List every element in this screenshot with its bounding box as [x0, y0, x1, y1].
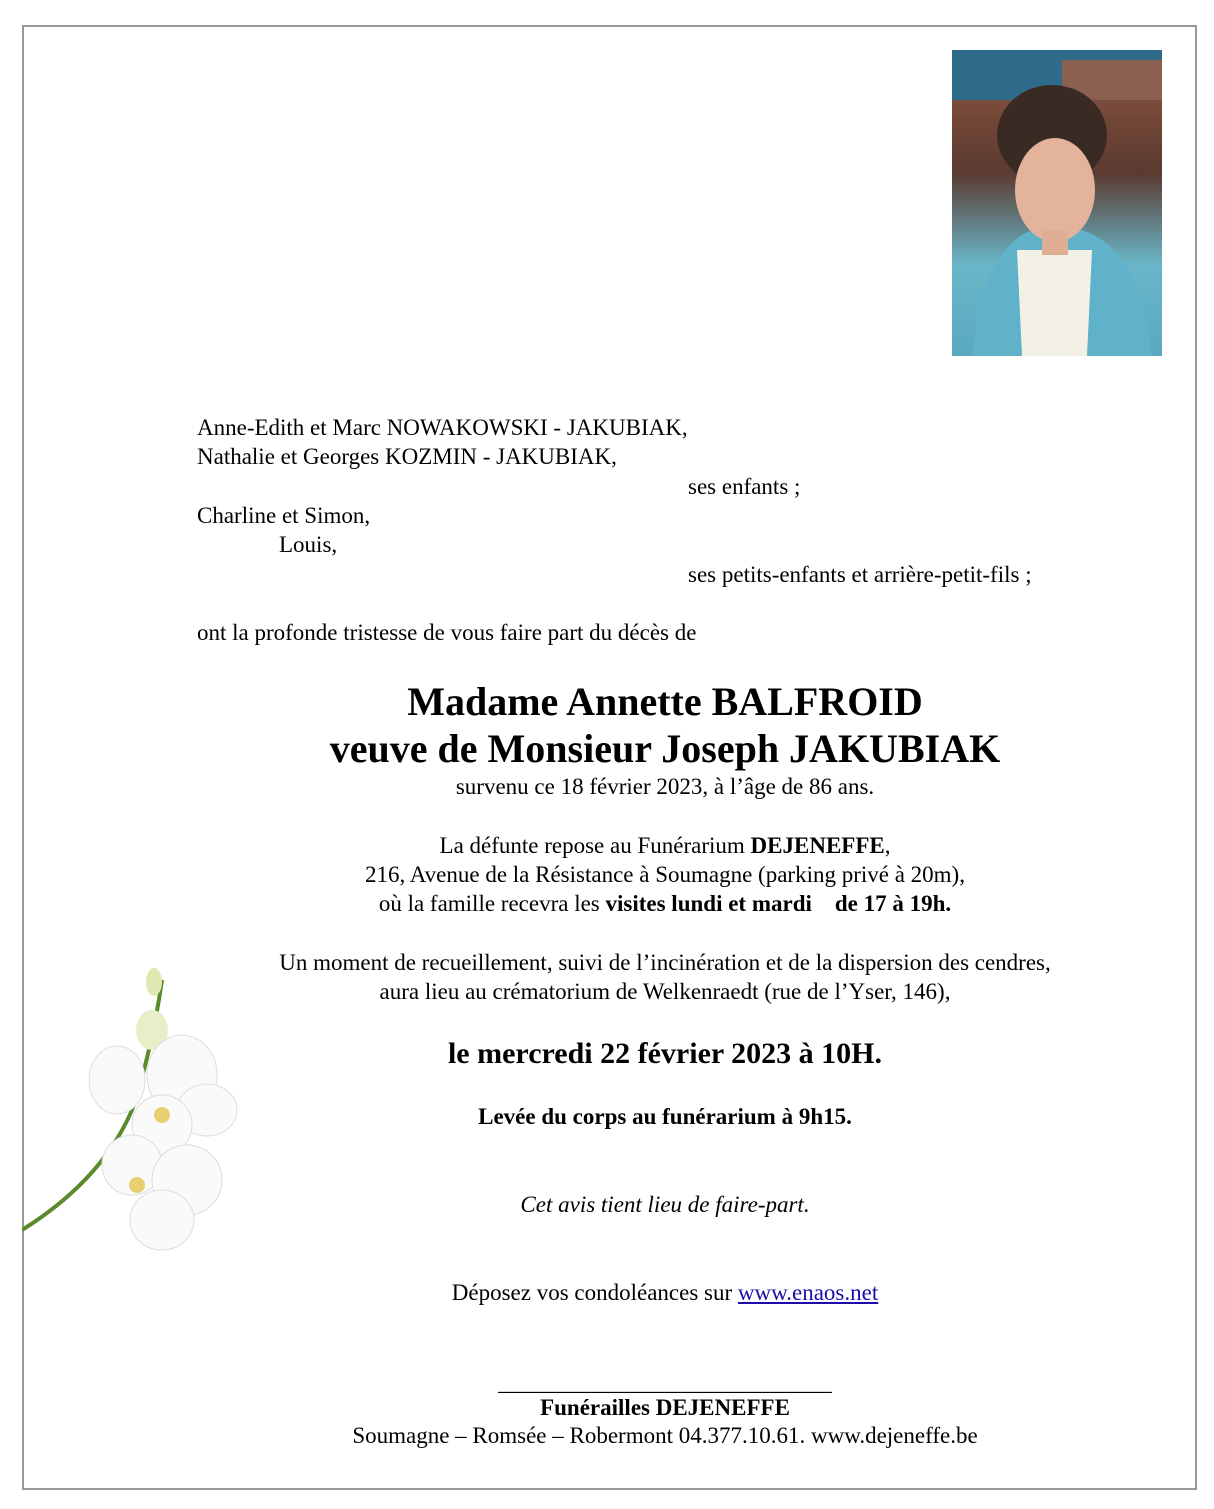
- grandchildren-role: ses petits-enfants et arrière-petit-fils ;: [688, 562, 1032, 587]
- grandchildren-line-2: Louis,: [279, 532, 338, 557]
- rest-line-1: [0, 831, 1214, 860]
- funerarium-name: DEJENEFFE: [750, 833, 885, 858]
- ceremony-line-1: Un moment de recueillement, suivi de l’incinération et de la dispersion des cendres,: [279, 950, 1051, 975]
- visits-text: où la famille recevra les: [378, 891, 606, 916]
- child-line-1: Anne-Edith et Marc NOWAKOWSKI - JAKUBIAK,: [197, 415, 688, 440]
- death-info: survenu ce 18 février 2023, à l’âge de 86 ans.: [455, 774, 875, 799]
- intro-text: ont la profonde tristesse de vous faire part du décès de: [197, 620, 697, 645]
- portrait-photo: [952, 50, 1162, 356]
- footer-company: Funérailles DEJENEFFE: [540, 1395, 790, 1420]
- condolences-line: [0, 1278, 1214, 1307]
- deceased-name: Madame Annette BALFROID: [407, 679, 923, 724]
- child-line-2: Nathalie et Georges KOZMIN - JAKUBIAK,: [197, 444, 617, 469]
- footer-contact: Soumagne – Romsée – Robermont 04.377.10.61. www.dejeneffe.be: [352, 1423, 978, 1448]
- footer-rule: _____________________________: [498, 1370, 832, 1395]
- ceremony-date: le mercredi 22 février 2023 à 10H.: [447, 1037, 883, 1070]
- visits-hours: visites lundi et mardi de 17 à 19h.: [605, 891, 952, 916]
- levee-du-corps: Levée du corps au funérarium à 9h15.: [478, 1104, 852, 1129]
- rest-line-3: [0, 889, 1214, 918]
- ceremony-line-2: aura lieu au crématorium de Welkenraedt (rue de l’Yser, 146),: [379, 979, 951, 1004]
- deceased-spouse: veuve de Monsieur Joseph JAKUBIAK: [329, 726, 1001, 771]
- rest-text: La défunte repose au Funérarium: [439, 833, 751, 858]
- grandchildren-line-1: Charline et Simon,: [197, 503, 371, 528]
- condolences-link[interactable]: www.enaos.net: [737, 1280, 879, 1305]
- children-role: ses enfants ;: [688, 474, 801, 499]
- rest-address: 216, Avenue de la Résistance à Soumagne (parking privé à 20m),: [365, 862, 965, 887]
- comma: ,: [884, 833, 891, 858]
- condolences-text: Déposez vos condoléances sur: [451, 1280, 738, 1305]
- notice-note: Cet avis tient lieu de faire-part.: [520, 1192, 810, 1217]
